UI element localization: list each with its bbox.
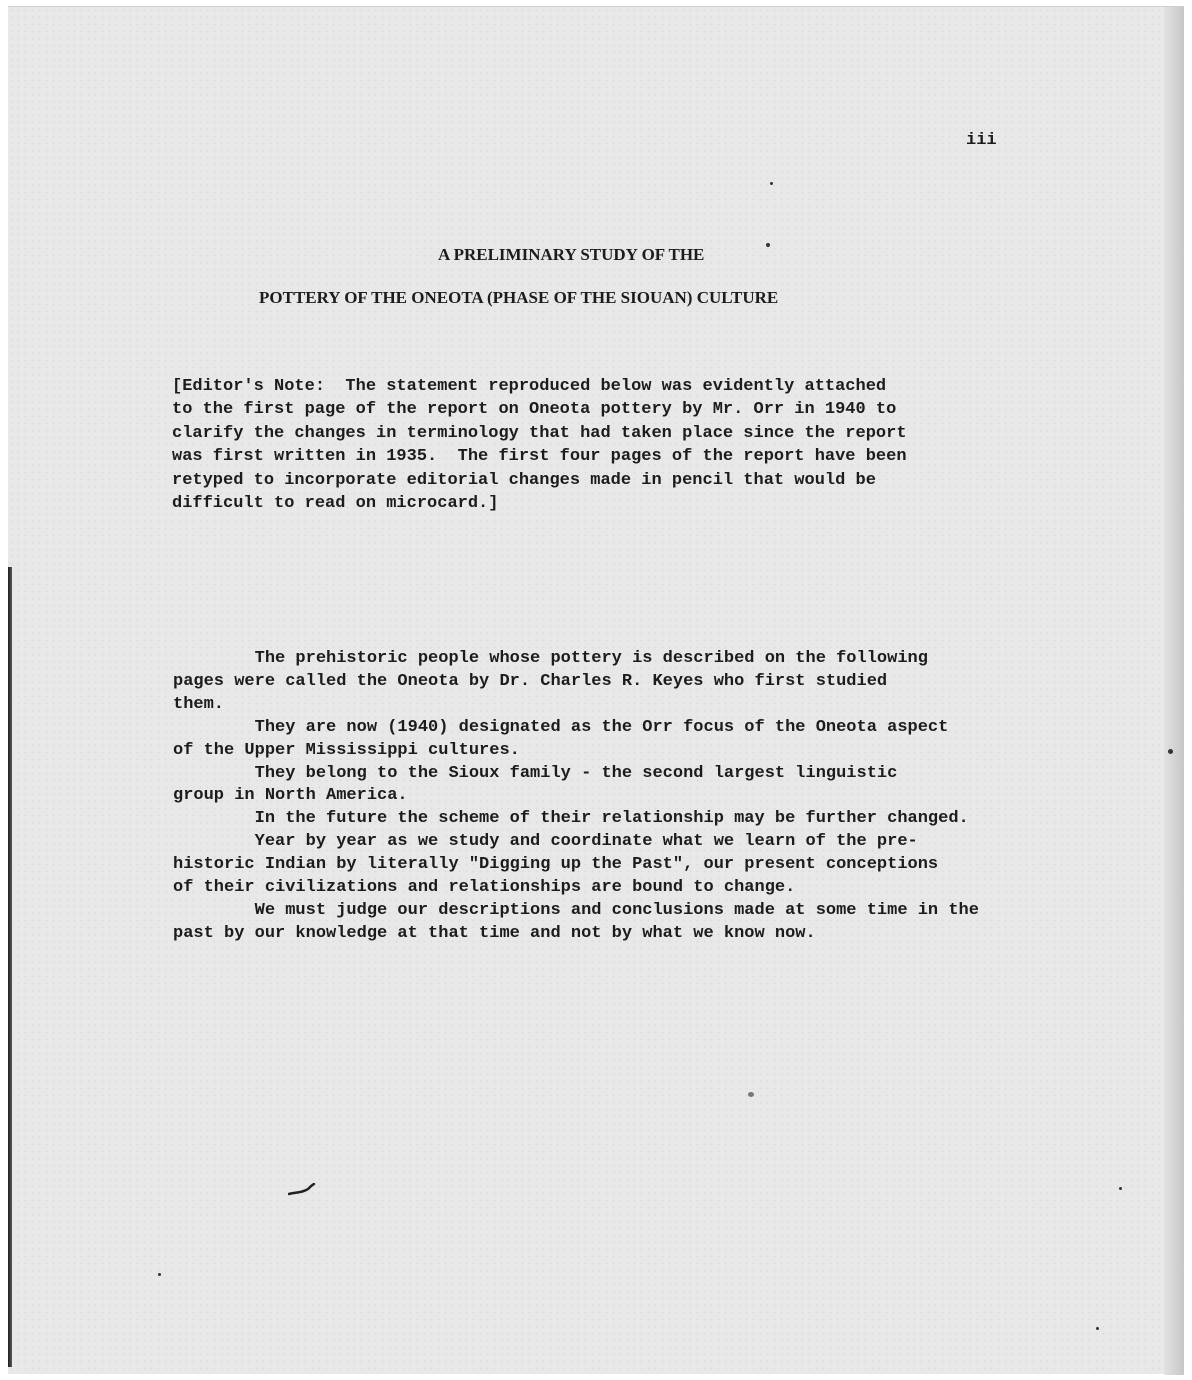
scanned-page bbox=[8, 6, 1184, 1374]
paper-speck bbox=[748, 1092, 754, 1097]
title-line-2: POTTERY OF THE ONEOTA (PHASE OF THE SIOUAN) CULTURE bbox=[259, 288, 779, 307]
paper-speck bbox=[158, 1273, 161, 1276]
page-left-edge-shadow bbox=[8, 567, 12, 1367]
editor-note: [Editor's Note: The statement reproduced below was evidently attached to the first page of the report on Oneota pottery by Mr. Orr in 1940 to clarify the changes in terminology that had taken place since the report was first written in 1935. The first four pages of the report have been retyped to incorporate editorial changes made in pencil that would be difficult to read on microcard.] bbox=[172, 377, 907, 514]
title-line-1: A PRELIMINARY STUDY OF THE bbox=[438, 245, 705, 264]
paper-speck bbox=[766, 243, 770, 247]
page-number: iii bbox=[966, 131, 997, 150]
paper-speck bbox=[1096, 1327, 1099, 1330]
paper-speck bbox=[770, 182, 773, 185]
body-text: The prehistoric people whose pottery is described on the following pages were called the Oneota by Dr. Charles R. Keyes who first studied them. They are now (1940) designated as the Orr focus of the Oneota aspect of the Upper Mississippi cultures. They belong to the Sioux family - the second largest linguistic group in North America. In the future the scheme of their relationship may be further changed. Year by year as we study and coordinate what we learn of the pre- historic Indian by literally "Digging up the Past", our present conceptions of their civilizations and relationships are bound to change. We must judge our descriptions and conclusions made at some time in the past by our knowledge at that time and not by what we know now. bbox=[173, 649, 979, 943]
pencil-mark bbox=[288, 1183, 316, 1197]
paper-speck bbox=[1119, 1187, 1122, 1190]
paper-speck bbox=[1168, 749, 1173, 754]
page-right-edge-shadow bbox=[1164, 7, 1184, 1375]
